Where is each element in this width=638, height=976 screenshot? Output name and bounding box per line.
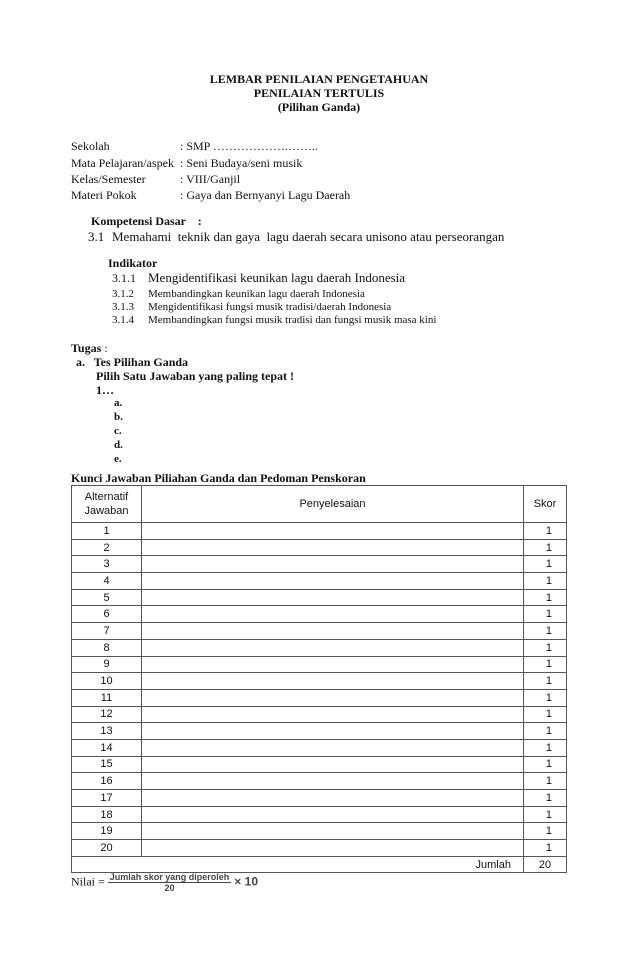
table-row [72,656,567,673]
indikator-no-3: 3.1.3 [112,301,134,313]
doc-subtitle: PENILAIAN TERTULIS [253,86,385,100]
table-row [72,539,567,556]
tugas-label: Tugas [71,341,102,355]
table-row [72,606,567,623]
row-penyelesaian [142,656,524,673]
row-penyelesaian [142,623,524,640]
row-penyelesaian [142,673,524,690]
table-row [72,823,567,840]
row-penyelesaian [142,823,524,840]
table-row [72,739,567,756]
table-row [72,806,567,823]
row-number: 9 [72,656,142,673]
row-skor: 1 [524,656,567,673]
row-penyelesaian [142,689,524,706]
row-penyelesaian [142,706,524,723]
tugas-instruction: Pilih Satu Jawaban yang paling tepat ! [96,369,295,383]
info-label-sekolah: Sekolah [71,139,110,153]
table-row [72,573,567,590]
option-d: d. [114,439,123,451]
tugas-colon: : [104,341,108,355]
row-number: 18 [72,806,142,823]
option-c: c. [114,425,122,437]
nilai-multiplier: × 10 [234,874,258,889]
info-label-kelas: Kelas/Semester [71,172,146,186]
nilai-formula [71,872,258,893]
doc-title: LEMBAR PENILAIAN PENGETAHUAN [209,72,429,86]
row-skor: 1 [524,790,567,807]
nilai-label: Nilai = [71,874,105,889]
row-skor: 1 [524,706,567,723]
row-number: 5 [72,589,142,606]
row-skor: 1 [524,840,567,857]
row-skor: 1 [524,523,567,540]
row-number: 2 [72,539,142,556]
row-skor: 1 [524,539,567,556]
table-row [72,790,567,807]
tugas-section: a. Tes Pilihan Ganda [76,355,189,369]
total-label: Jumlah [72,856,524,873]
indikator-text-4: Membandingkan fungsi musik tradisi dan fungsi musik masa kini [148,314,437,326]
row-number: 8 [72,639,142,656]
table-row [72,673,567,690]
row-number: 12 [72,706,142,723]
row-skor: 1 [524,556,567,573]
header-alternatif-line2: Jawaban [84,505,129,517]
row-skor: 1 [524,823,567,840]
info-value-mapel: : Seni Budaya/seni musik [180,156,303,170]
header-penyelesaian: Penyelesaian [142,486,524,523]
row-skor: 1 [524,806,567,823]
row-number: 14 [72,739,142,756]
info-value-materi: : Gaya dan Bernyanyi Lagu Daerah [180,188,351,202]
kunci-title: Kunci Jawaban Piliahan Ganda dan Pedoman Penskoran [71,471,366,485]
indikator-text-1: Mengidentifikasi keunikan lagu daerah Indonesia [148,270,406,285]
row-skor: 1 [524,673,567,690]
header-skor: Skor [524,486,567,523]
row-skor: 1 [524,689,567,706]
row-penyelesaian [142,523,524,540]
info-label-mapel: Mata Pelajaran/aspek [71,156,174,170]
indikator-no-2: 3.1.2 [112,288,134,300]
table-row [72,639,567,656]
row-skor: 1 [524,623,567,640]
row-number: 6 [72,606,142,623]
option-e: e. [114,453,122,465]
row-number: 7 [72,623,142,640]
row-penyelesaian [142,723,524,740]
row-skor: 1 [524,723,567,740]
row-penyelesaian [142,573,524,590]
row-skor: 1 [524,773,567,790]
header-alternatif-line1: Alternatif [84,491,129,503]
total-value: 20 [524,856,567,873]
row-skor: 1 [524,573,567,590]
row-penyelesaian [142,556,524,573]
kompetensi-label: Kompetensi Dasar : [91,214,202,228]
row-number: 16 [72,773,142,790]
indikator-no-1: 3.1.1 [112,271,136,285]
tugas-heading [71,341,108,356]
row-penyelesaian [142,639,524,656]
row-skor: 1 [524,756,567,773]
row-penyelesaian [142,790,524,807]
option-a: a. [114,397,123,409]
row-penyelesaian [142,773,524,790]
table-row [72,840,567,857]
nilai-numerator: Jumlah skor yang diperoleh [109,872,230,882]
row-penyelesaian [142,739,524,756]
info-value-sekolah: : SMP ……………….…….. [180,139,318,153]
table-header-row [72,486,567,523]
table-row [72,689,567,706]
header-alternatif [72,486,142,523]
table-row [72,706,567,723]
row-number: 15 [72,756,142,773]
row-penyelesaian [142,756,524,773]
row-skor: 1 [524,739,567,756]
table-row [72,773,567,790]
nilai-denominator: 20 [164,883,175,893]
question-number: 1… [96,383,114,397]
indikator-text-3: Mengidentifikasi fungsi musik tradisi/daerah Indonesia [148,301,392,313]
table-row [72,523,567,540]
table-row [72,723,567,740]
row-skor: 1 [524,589,567,606]
info-label-materi: Materi Pokok [71,188,137,202]
row-number: 10 [72,673,142,690]
kd-text: Memahami teknik dan gaya lagu daerah secara unisono atau perseorangan [112,229,505,244]
doc-type: (Pilihan Ganda) [277,100,361,114]
row-skor: 1 [524,606,567,623]
row-skor: 1 [524,639,567,656]
nilai-fraction [108,872,232,893]
row-number: 20 [72,840,142,857]
row-penyelesaian [142,589,524,606]
row-number: 11 [72,689,142,706]
row-number: 1 [72,523,142,540]
indikator-text-2: Membandingkan keunikan lagu daerah Indonesia [148,288,365,300]
table-row [72,623,567,640]
table-row [72,556,567,573]
indikator-label: Indikator [108,256,158,270]
row-number: 19 [72,823,142,840]
row-penyelesaian [142,606,524,623]
info-value-kelas: : VIII/Ganjil [180,172,241,186]
row-number: 13 [72,723,142,740]
answer-key-table [71,485,567,873]
table-row [72,589,567,606]
row-penyelesaian [142,840,524,857]
kd-number: 3.1 [88,229,105,244]
row-number: 4 [72,573,142,590]
total-row [72,856,567,873]
indikator-no-4: 3.1.4 [112,314,134,326]
table-row [72,756,567,773]
row-penyelesaian [142,806,524,823]
row-number: 17 [72,790,142,807]
option-b: b. [114,411,123,423]
row-number: 3 [72,556,142,573]
row-penyelesaian [142,539,524,556]
